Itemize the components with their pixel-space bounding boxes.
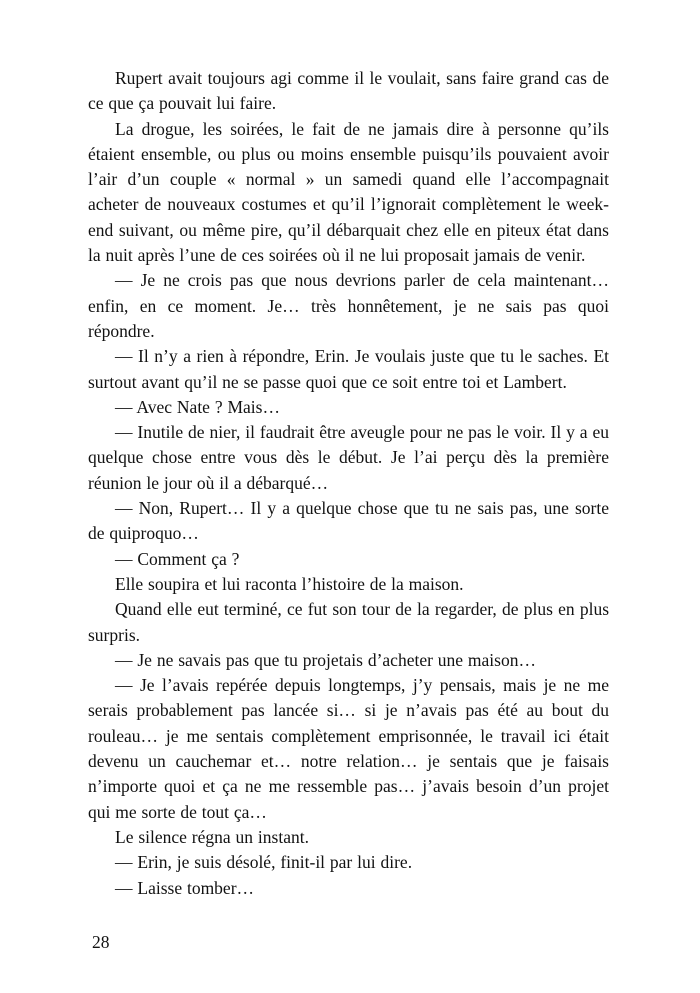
paragraph-dialogue: — Il n’y a rien à répondre, Erin. Je voulais juste que tu le saches. Et surtout avant qu’il ne se passe quoi que ce soit entre toi et Lambert.: [88, 346, 609, 392]
paragraph-dialogue: — Je l’avais repérée depuis longtemps, j’y pensais, mais je ne me serais probablement pas lancée si… si je n’avais pas été au bout du rouleau… je me sentais complètement emprisonnée, le travail ici était devenu un cauchemar et… notre relation… je sentais que je faisais n’importe quoi et ça ne me ressemble pas… j’avais besoin d’un projet qui me sorte de tout ça…: [88, 675, 609, 822]
paragraph: Le silence régna un instant.: [115, 826, 309, 847]
paragraph-dialogue: — Je ne crois pas que nous devrions parler de cela maintenant… enfin, en ce moment. Je… très honnêtement, je ne sais pas quoi répondre.: [88, 270, 609, 341]
paragraph: La drogue, les soirées, le fait de ne jamais dire à personne qu’ils étaient ensemble, ou plus ou moins ensemble puisqu’ils pouvaient avoir l’air d’un couple « normal » un samedi quand elle l’accompagnait acheter de nouveaux costumes et qu’il l’ignorait complètement le week-end suivant, ou même pire, qu’il débarquait chez elle en piteux état dans la nuit après l’une de ces soirées où il ne lui proposait jamais de venir.: [88, 118, 609, 266]
paragraph-dialogue: — Avec Nate ? Mais…: [115, 396, 280, 417]
paragraph-dialogue: — Je ne savais pas que tu projetais d’acheter une maison…: [115, 649, 536, 670]
paragraph: Rupert avait toujours agi comme il le voulait, sans faire grand cas de ce que ça pouvait lui faire.: [88, 68, 609, 114]
paragraph-dialogue: — Erin, je suis désolé, finit-il par lui dire.: [115, 852, 413, 873]
paragraph: Elle soupira et lui raconta l’histoire de la maison.: [115, 573, 464, 594]
paragraph-dialogue: — Comment ça ?: [115, 548, 240, 569]
paragraph-dialogue: — Non, Rupert… Il y a quelque chose que tu ne sais pas, une sorte de quiproquo…: [88, 498, 609, 544]
paragraph: Quand elle eut terminé, ce fut son tour de la regarder, de plus en plus surpris.: [88, 599, 609, 645]
page-number: 28: [92, 932, 110, 952]
paragraph-dialogue: — Inutile de nier, il faudrait être aveugle pour ne pas le voir. Il y a eu quelque chose entre vous dès le début. Je l’ai perçu dès la première réunion le jour où il a débarqué…: [88, 422, 609, 493]
paragraph-dialogue: — Laisse tomber…: [115, 877, 255, 898]
body-text: [88, 66, 609, 901]
